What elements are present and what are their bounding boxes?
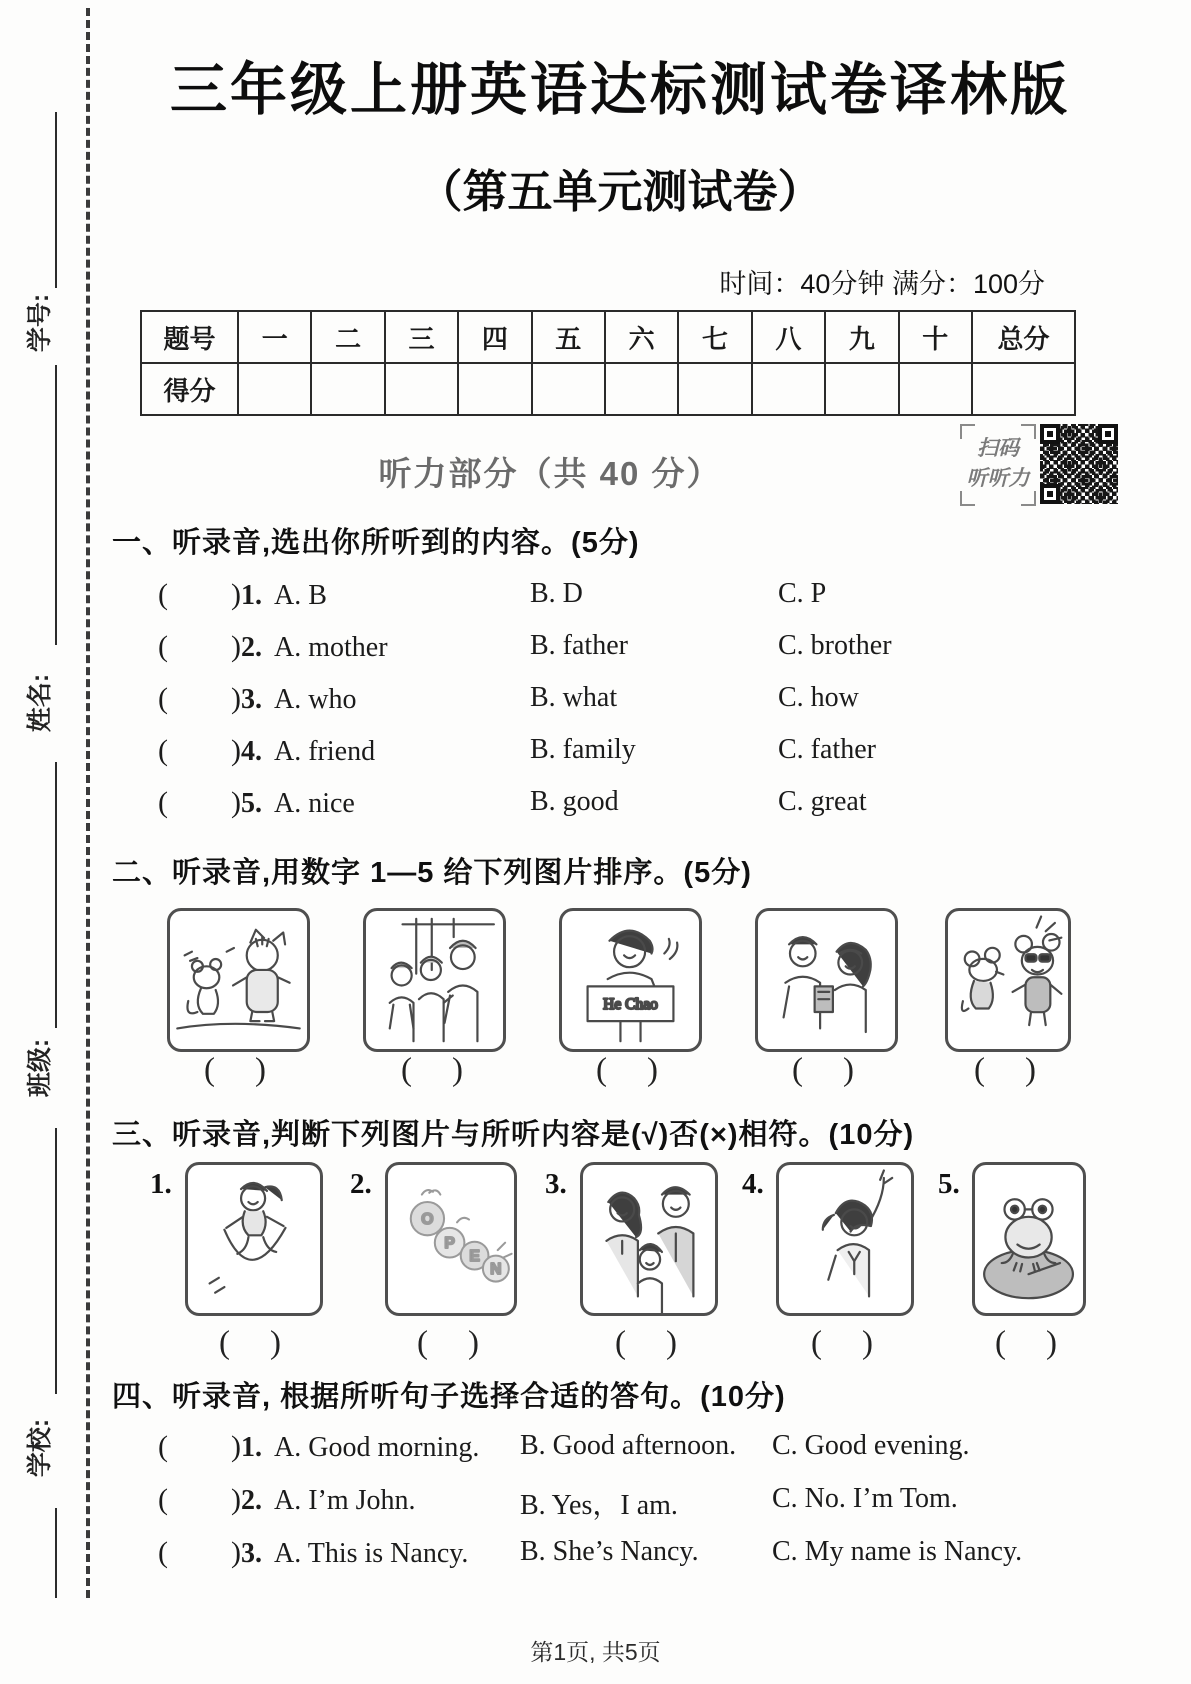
paren-close: ): [647, 1052, 658, 1088]
sequence-answer-blank: [935, 1052, 1075, 1089]
class-label: 班级:: [26, 1038, 54, 1098]
name-label: 姓名:: [26, 673, 54, 733]
balloon-letter: E: [469, 1248, 480, 1266]
option-a: A. mother: [274, 632, 388, 663]
sequence-answer-blank: [753, 1052, 893, 1089]
answer-blank-paren: (: [158, 1536, 168, 1569]
section4-title: 四、听录音, 根据所听句子选择合适的答句。(10分): [112, 1381, 786, 1413]
paren-open: (: [792, 1052, 803, 1088]
option-a: A. Good morning.: [274, 1432, 480, 1463]
sequence-answer-blank: [362, 1052, 502, 1089]
judge-answer-blank: [772, 1325, 912, 1362]
paren-open: (: [596, 1052, 607, 1088]
answer-blank-paren: (: [158, 734, 168, 767]
section2-title: 二、听录音,用数字 1—5 给下列图片排序。(5分): [112, 857, 752, 889]
s1-question-row: [0, 630, 1191, 672]
paren-close: ): [452, 1052, 463, 1088]
sequence-answer-blank: [557, 1052, 697, 1089]
balloon-letter: P: [444, 1235, 455, 1253]
s1-question-row: [0, 682, 1191, 724]
option-b: B. She’s Nancy.: [520, 1536, 699, 1567]
score-table-col: 三: [385, 311, 458, 363]
bracket-corner: [960, 424, 975, 439]
score-table-col: 二: [311, 311, 384, 363]
score-row-label: 得分: [141, 363, 238, 415]
score-table-header-row: [141, 311, 1075, 363]
score-cell-empty: [972, 363, 1075, 415]
paren-open: (: [995, 1325, 1006, 1361]
answer-blank-paren: (: [158, 1483, 168, 1516]
judge-answer-blank: [180, 1325, 320, 1362]
score-cell-empty: [825, 363, 898, 415]
answer-blank-paren: ): [231, 786, 241, 819]
paren-close: ): [1046, 1325, 1057, 1361]
qr-finder-pattern: [1098, 424, 1118, 444]
time-score-info: 时间：40分钟 满分：100分: [719, 269, 1045, 299]
score-cell-empty: [311, 363, 384, 415]
sequence-answer-blank: [165, 1052, 305, 1089]
answer-blank-paren: (: [158, 786, 168, 819]
picture-girl-raising-hand: [776, 1162, 914, 1316]
paren-close: ): [468, 1325, 479, 1361]
option-b: B. Good afternoon.: [520, 1430, 737, 1461]
score-table-col: 七: [678, 311, 751, 363]
score-table-col: 一: [238, 311, 311, 363]
score-table-col: 六: [605, 311, 678, 363]
bracket-corner: [1021, 491, 1036, 506]
paren-close: ): [666, 1325, 677, 1361]
option-a: A. friend: [274, 736, 376, 767]
option-b: B. D: [530, 578, 583, 609]
answer-blank-paren: (: [158, 1430, 168, 1463]
question-number: 2.: [241, 1485, 262, 1516]
score-cell-empty: [385, 363, 458, 415]
paren-open: (: [204, 1052, 215, 1088]
student-id-label: 学号:: [26, 293, 54, 353]
picture-frog-on-lilypad: [972, 1162, 1086, 1316]
answer-blank-paren: ): [231, 1483, 241, 1516]
score-cell-empty: [899, 363, 972, 415]
paren-close: ): [862, 1325, 873, 1361]
qr-finder-pattern: [1040, 424, 1060, 444]
s4-question-row: [0, 1430, 1191, 1472]
option-c: C. how: [778, 682, 859, 713]
score-table-total-col: 总分: [972, 311, 1075, 363]
picture-number: 3.: [545, 1168, 567, 1200]
paren-open: (: [219, 1325, 230, 1361]
option-a: A. nice: [274, 788, 355, 819]
answer-blank-paren: ): [231, 630, 241, 663]
answer-blank-paren: (: [158, 630, 168, 663]
s4-question-row: [0, 1536, 1191, 1578]
paren-close: ): [843, 1052, 854, 1088]
answer-blank-paren: ): [231, 578, 241, 611]
question-number: 1.: [241, 580, 262, 611]
page-title: 三年级上册英语达标测试卷译林版: [170, 58, 1070, 122]
option-b: B. father: [530, 630, 628, 661]
answer-blank-paren: (: [158, 682, 168, 715]
qr-code: [1040, 424, 1118, 504]
option-a: A. This is Nancy.: [274, 1538, 469, 1569]
picture-number: 4.: [742, 1168, 764, 1200]
scan-to-listen-box: [960, 424, 1036, 506]
picture-cat-and-mouse: [167, 908, 310, 1052]
score-cell-empty: [458, 363, 531, 415]
score-table-col: 五: [532, 311, 605, 363]
question-number: 1.: [241, 1432, 262, 1463]
paren-close: ): [255, 1052, 266, 1088]
score-table-col: 十: [899, 311, 972, 363]
score-table-header-cell: 题号: [141, 311, 238, 363]
option-b: B. what: [530, 682, 618, 713]
score-cell-empty: [752, 363, 825, 415]
paren-close: ): [270, 1325, 281, 1361]
score-table-col: 九: [825, 311, 898, 363]
score-table: [140, 310, 1076, 416]
picture-family: [580, 1162, 718, 1316]
s1-question-row: [0, 578, 1191, 620]
school-label: 学校:: [26, 1418, 54, 1478]
score-cell-empty: [238, 363, 311, 415]
paren-close: ): [1025, 1052, 1036, 1088]
balloon-letter: N: [490, 1261, 502, 1279]
picture-two-mice: [945, 908, 1071, 1052]
section3-title: 三、听录音,判断下列图片与所听内容是(√)否(×)相符。(10分): [112, 1119, 915, 1151]
option-c: C. brother: [778, 630, 892, 661]
page-number: 第1页, 共5页: [530, 1639, 661, 1665]
option-b: B. Yes，I am.: [520, 1490, 678, 1521]
question-number: 4.: [241, 736, 262, 767]
score-table-col: 四: [458, 311, 531, 363]
answer-blank-paren: (: [158, 578, 168, 611]
option-c: C. No. I’m Tom.: [772, 1483, 958, 1514]
option-b: B. family: [530, 734, 636, 765]
score-cell-empty: [605, 363, 678, 415]
paren-open: (: [401, 1052, 412, 1088]
judge-answer-blank: [576, 1325, 716, 1362]
option-c: C. P: [778, 578, 827, 609]
option-c: C. father: [778, 734, 876, 765]
paren-open: (: [811, 1325, 822, 1361]
picture-girl-jumping-rope: [185, 1162, 323, 1316]
option-a: A. B: [274, 580, 327, 611]
listening-section-header: 听力部分（共 40 分）: [378, 455, 722, 492]
score-table-col: 八: [752, 311, 825, 363]
picture-open-balloons: [385, 1162, 517, 1316]
balloon-letter: O: [421, 1211, 434, 1229]
option-c: C. My name is Nancy.: [772, 1536, 1023, 1567]
question-number: 3.: [241, 684, 262, 715]
option-b: B. good: [530, 786, 619, 817]
score-table-score-row: [141, 363, 1075, 415]
s1-question-row: [0, 734, 1191, 776]
picture-boy-with-name-sign: [559, 908, 702, 1052]
paren-open: (: [417, 1325, 428, 1361]
scan-caption-line1: 扫码: [977, 437, 1019, 460]
score-cell-empty: [678, 363, 751, 415]
student-id-write-line: [55, 112, 57, 288]
bracket-corner: [1021, 424, 1036, 439]
bracket-corner: [960, 491, 975, 506]
answer-blank-paren: ): [231, 1430, 241, 1463]
qr-finder-pattern: [1040, 484, 1060, 504]
question-number: 2.: [241, 632, 262, 663]
s4-question-row: [0, 1483, 1191, 1525]
picture-number: 1.: [150, 1168, 172, 1200]
question-number: 3.: [241, 1538, 262, 1569]
picture-boy-girl-photo: [755, 908, 898, 1052]
option-a: A. who: [274, 684, 357, 715]
answer-blank-paren: ): [231, 1536, 241, 1569]
option-c: C. great: [778, 786, 867, 817]
picture-children-greeting: [363, 908, 506, 1052]
answer-blank-paren: ): [231, 734, 241, 767]
score-cell-empty: [532, 363, 605, 415]
judge-answer-blank: [378, 1325, 518, 1362]
judge-answer-blank: [956, 1325, 1096, 1362]
scan-caption-line2: 听听力: [966, 467, 1030, 490]
question-number: 5.: [241, 788, 262, 819]
school-write-line: [55, 1128, 57, 1394]
picture-number: 2.: [350, 1168, 372, 1200]
page-subtitle: （第五单元测试卷）: [417, 166, 823, 217]
paren-open: (: [615, 1325, 626, 1361]
s1-question-row: [0, 786, 1191, 828]
option-c: C. Good evening.: [772, 1430, 970, 1461]
section1-title: 一、听录音,选出你所听到的内容。(5分): [112, 527, 640, 559]
answer-blank-paren: ): [231, 682, 241, 715]
picture-number: 5.: [938, 1168, 960, 1200]
name-sign-text: He Chao: [603, 996, 658, 1014]
option-a: A. I’m John.: [274, 1485, 416, 1516]
paren-open: (: [974, 1052, 985, 1088]
